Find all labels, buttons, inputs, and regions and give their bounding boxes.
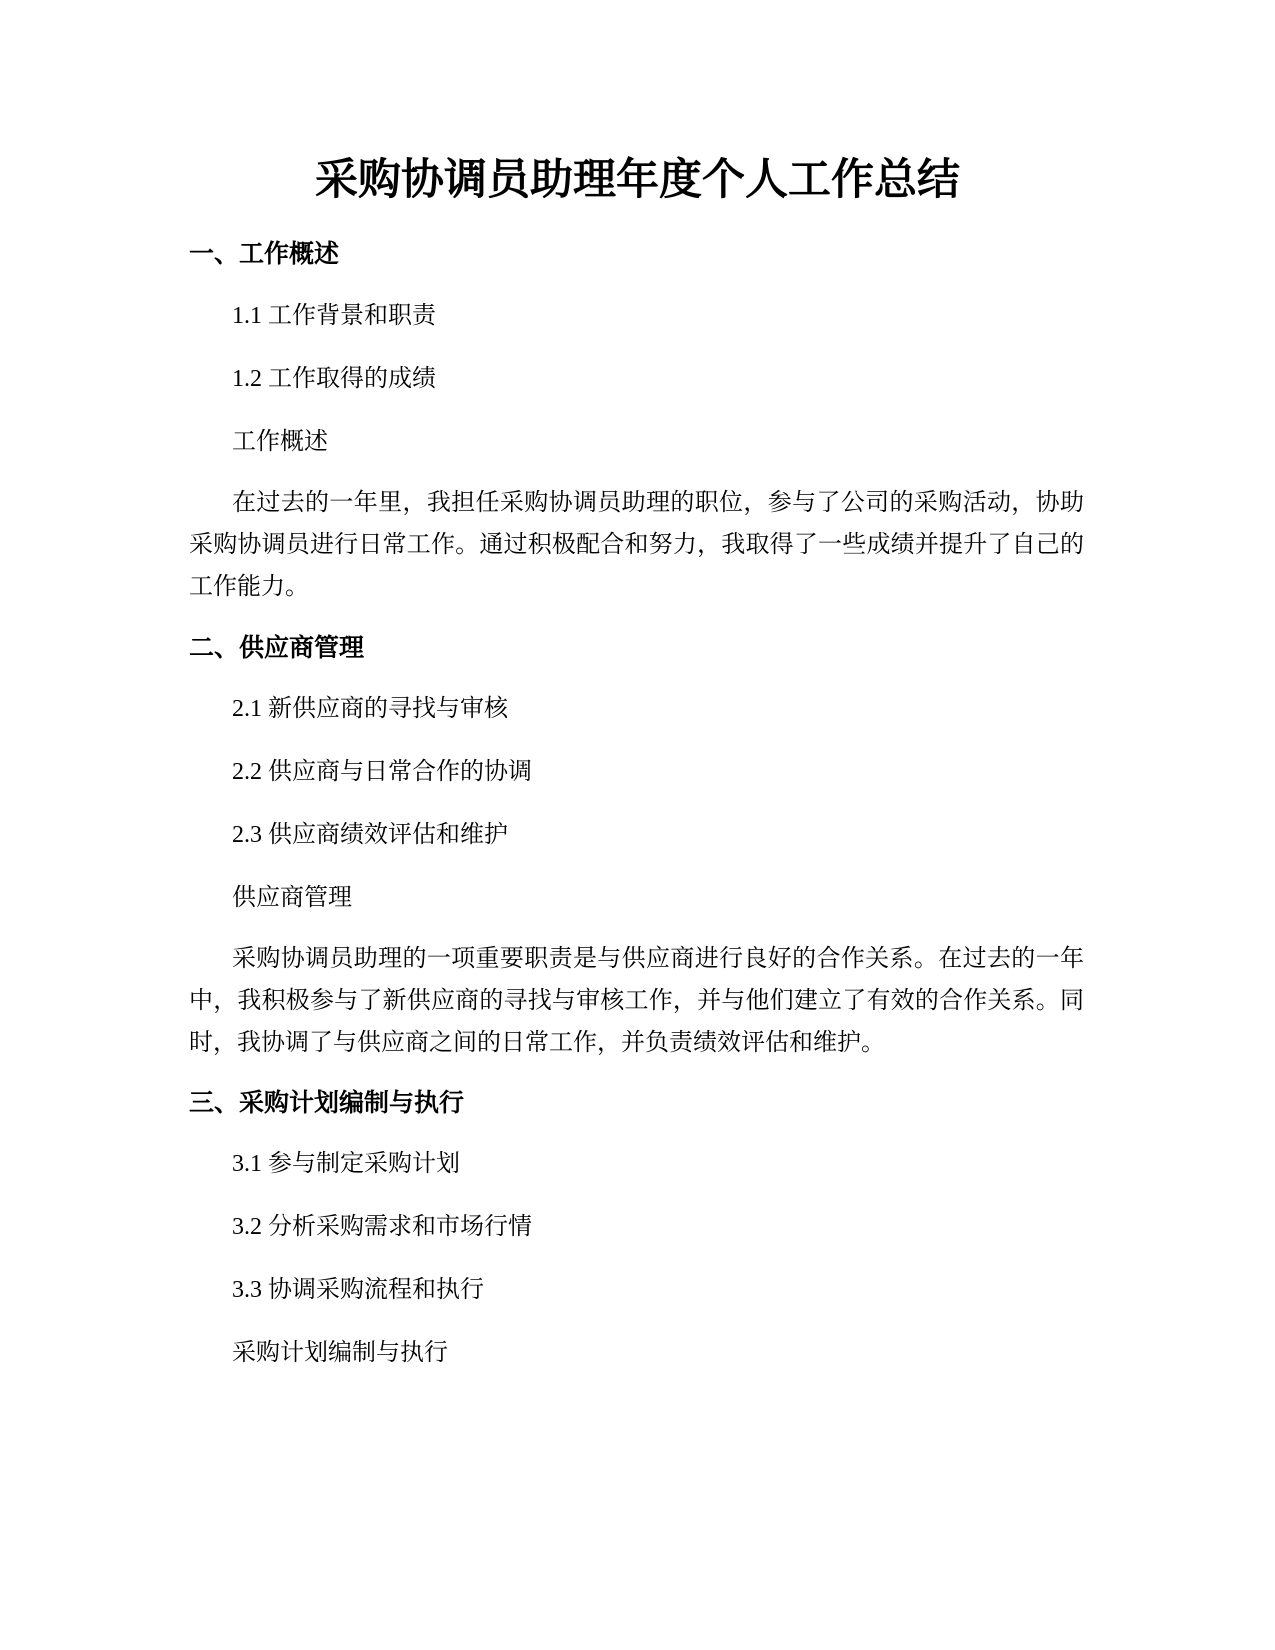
section-3-item-1: 3.1 参与制定采购计划: [232, 1151, 460, 1177]
section-heading-2: 二、供应商管理: [189, 633, 365, 662]
section-1-paragraph: 在过去的一年里，我担任采购协调员助理的职位，参与了公司的采购活动，协助采购协调员进行日常工作。通过积极配合和努力，我取得了一些成绩并提升了自己的工作能力。: [189, 490, 1084, 600]
section-heading-1: 一、工作概述: [189, 239, 340, 268]
section-2-item-2: 2.2 供应商与日常合作的协调: [232, 759, 532, 785]
section-1-item-1: 1.1 工作背景和职责: [232, 303, 436, 329]
section-3-item-2: 3.2 分析采购需求和市场行情: [232, 1214, 532, 1240]
section-1-subheading: 工作概述: [232, 429, 328, 455]
section-1-item-2: 1.2 工作取得的成绩: [232, 366, 436, 392]
section-3-item-3: 3.3 协调采购流程和执行: [232, 1277, 484, 1303]
section-2-item-3: 2.3 供应商绩效评估和维护: [232, 822, 508, 848]
section-2-subheading: 供应商管理: [232, 885, 352, 911]
section-2-item-1: 2.1 新供应商的寻找与审核: [232, 696, 508, 722]
section-2-paragraph: 采购协调员助理的一项重要职责是与供应商进行良好的合作关系。在过去的一年中，我积极参与了新供应商的寻找与审核工作，并与他们建立了有效的合作关系。同时，我协调了与供应商之间的日常工作，并负责绩效评估和维护。: [189, 946, 1084, 1056]
document-title: 采购协调员助理年度个人工作总结: [315, 155, 960, 205]
section-heading-3: 三、采购计划编制与执行: [189, 1088, 465, 1117]
section-3-subheading: 采购计划编制与执行: [232, 1340, 448, 1366]
